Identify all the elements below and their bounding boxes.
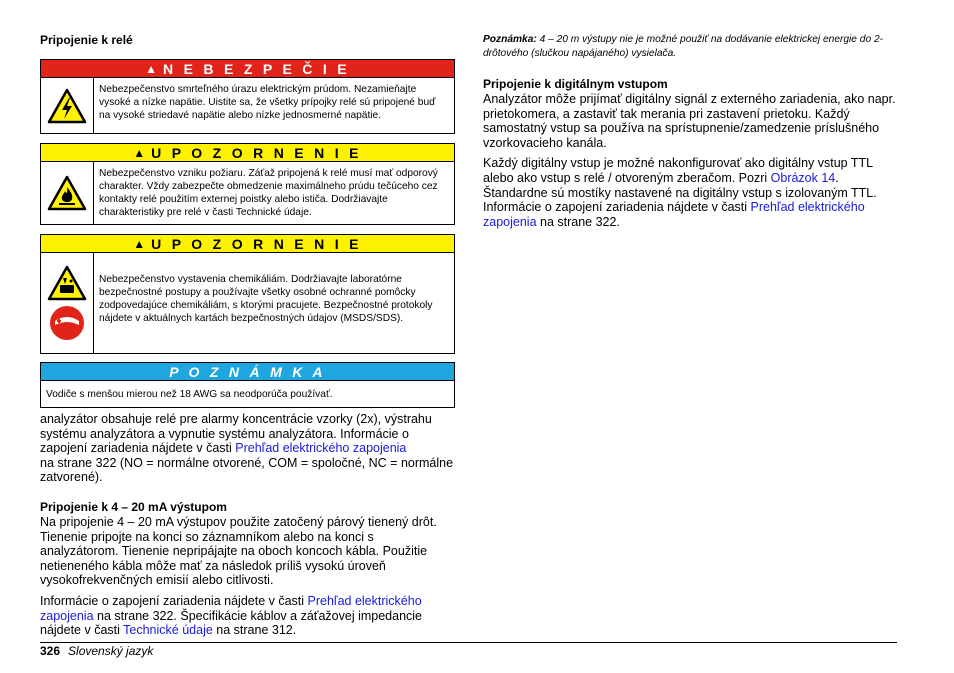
note-box (40, 362, 455, 408)
danger-title: N E B E Z P E Č I E (162, 60, 350, 77)
warning-fire-header (41, 144, 454, 162)
relay-paragraph: analyzátor obsahuje relé pre alarmy koncentrácie vzorky (2x), výstrahu systému analyzátora a vypnutie systému analyzátora. Informácie o zapojení zariadenia nájdete v časti Prehľad elektrického zapojenia na strane 322 (NO = normálne otvorené, COM = spoločné, NC = normálne zatvorené). (40, 412, 454, 485)
note-text: Vodiče s menšou mierou než 18 AWG sa neodporúča používať. (46, 389, 333, 400)
fire-hazard-icon (41, 162, 94, 224)
danger-text: Nebezpečenstvo smrteľného úrazu elektrickým prúdom. Nezamieňajte vysoké a nízke napätie. Uistite sa, že všetky prípojky relé sú pripojené buď na vysoké striedavé napätie alebo nízke jednosmerné napätie. (99, 84, 436, 121)
right-note (483, 33, 903, 61)
digital-paragraph-1: Analyzátor môže prijímať digitálny signál z externého zariadenia, ako napr. prietokomera, a zastaviť tak merania pri zastavení prietoku. Každý samostatný vstup sa používa na sprístupnenie/zamedzenie príslušného vzorkovacieho kanála. (483, 92, 896, 150)
warning-chemical-header (41, 235, 454, 253)
note-title: P O Z N Á M K A (169, 363, 326, 380)
wiring-reference-paragraph: Informácie o zapojení zariadenia nájdete v časti Prehľad elektrického zapojenia na strane 322. Špecifikácie káblov a záťažovej impedancie nájdete v časti Technické údaje na strane 312. (40, 593, 423, 638)
link-wiring-overview[interactable]: Prehľad elektrického zapojenia (235, 441, 407, 456)
left-column (40, 30, 455, 638)
electric-hazard-icon (41, 78, 94, 133)
footer-divider (40, 642, 897, 643)
warning-fire-title: U P O Z O R N E N I E (151, 144, 362, 161)
warning-chemical-text: Nebezpečenstvo vystavenia chemikáliám. Dodržiavajte laboratórne bezpečnostné postupy a používajte všetky osobné ochranné pomôcky zodpovedajúce chemikáliám, s ktorými pracujete. Bezpečnostné protokoly nájdete v aktuálnych kartách bezpečnostných údajov (MSDS/SDS). (99, 274, 433, 324)
danger-box (40, 59, 455, 134)
heading-4-20ma: Pripojenie k 4 – 20 mA výstupom (40, 499, 227, 514)
warning-triangle-icon: ▲ (145, 61, 157, 76)
warning-triangle-icon: ▲ (133, 236, 146, 251)
digital-paragraph-2: Každý digitálny vstup je možné nakonfigurovať ako digitálny vstup TTL alebo ako vstup s relé / otvoreným zberačom. Pozri Obrázok 14. Štandardne sú mostíky nastavené na digitálny vstup s izolovaným TTL. Informácie o zapojení zariadenia nájdete v časti Prehľad elektrického zapojenia na strane 322. (483, 156, 877, 229)
footer-language: Slovenský jazyk (68, 644, 154, 658)
footer (40, 644, 153, 658)
link-technical-data[interactable]: Technické údaje (123, 623, 213, 638)
protective-equipment-icon (49, 305, 85, 341)
4-20ma-paragraph: Na pripojenie 4 – 20 mA výstupov použite zatočený párový tienený drôt. Tienenie pripojte na konci so záznamníkom alebo na konci s analyzátorom. Tienenie nepripájajte na oboch koncoch kábla. Použitie netieneného kábla môže mať za následok príliš vysokú úroveň vysokofrekvenčných emisií alebo citlivosti. (40, 514, 437, 588)
warning-triangle-icon: ▲ (133, 145, 146, 160)
link-figure-14[interactable]: Obrázok 14 (770, 170, 836, 185)
warning-chemical-title: U P O Z O R N E N I E (151, 235, 362, 252)
warning-chemical-box (40, 234, 455, 354)
right-column (483, 30, 903, 229)
warning-fire-box (40, 143, 455, 225)
page-number: 326 (40, 644, 61, 658)
right-note-text: 4 – 20 m výstupy nie je možné použiť na dodávanie elektrickej energie do 2-drôtového (slučkou napájaného) vysielača. (483, 34, 884, 59)
danger-header (41, 60, 454, 78)
link-wiring-overview-3[interactable]: Prehľad elektrického zapojenia (483, 200, 865, 229)
chemical-hazard-icon (47, 265, 87, 301)
heading-relay: Pripojenie k relé (40, 33, 133, 47)
right-note-label: Poznámka: (483, 34, 537, 45)
note-header (41, 363, 454, 381)
link-wiring-overview-2[interactable]: Prehľad elektrického zapojenia (40, 593, 422, 623)
warning-fire-text: Nebezpečenstvo vzniku požiaru. Záťaž pripojená k relé musí mať odporový charakter. Vždy zabezpečte obmedzenie maximálneho prúdu tečúceho cez kontakty relé použitím externej poistky alebo ističa. Dodržiavajte charakteristiky pre relé v časti Technické údaje. (99, 168, 438, 218)
heading-digital-inputs: Pripojenie k digitálnym vstupom (483, 77, 668, 91)
